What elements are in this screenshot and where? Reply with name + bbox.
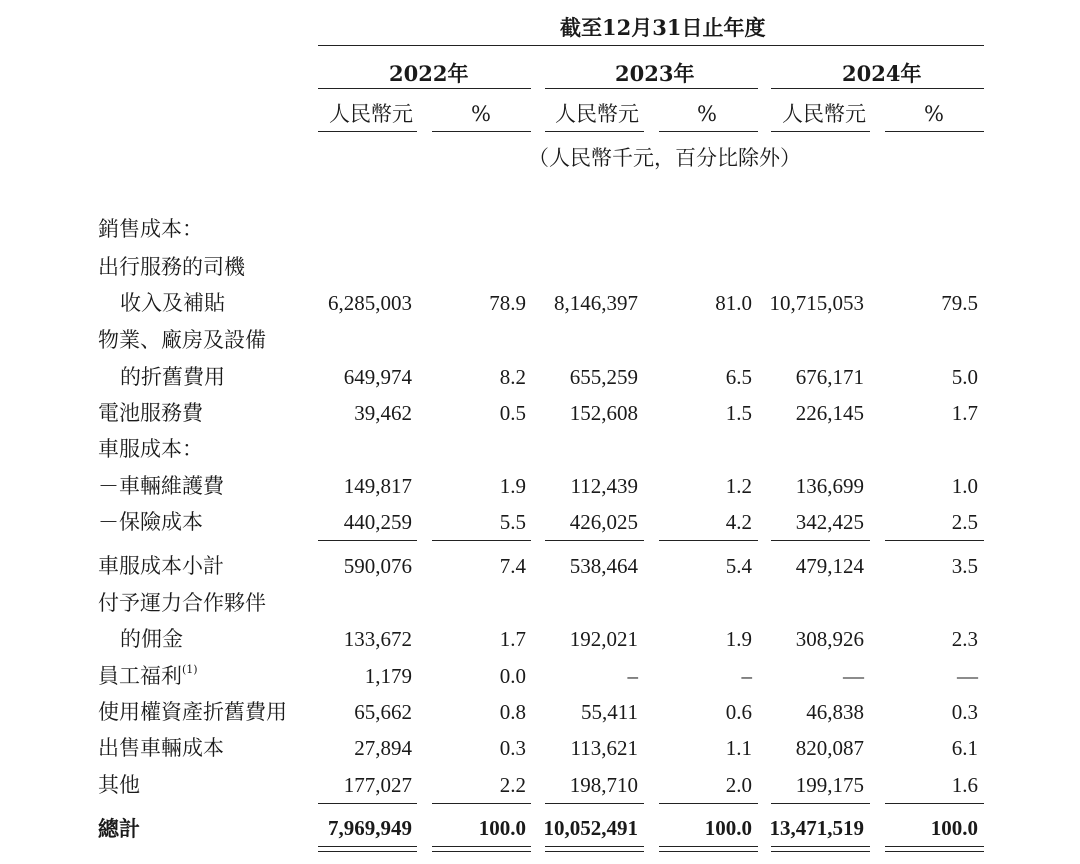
- row-label-ppe-2: 的折舊費用: [120, 365, 225, 389]
- cell-rmb-2023: –: [627, 664, 638, 688]
- subtotal-line-2023-pct: [659, 540, 758, 541]
- cell-pct-2023: 100.0: [704, 816, 752, 840]
- row-label-car-service: 車服成本：: [98, 437, 203, 461]
- cell-rmb-2024: 10,715,053: [769, 291, 864, 315]
- cell-rmb-2022: 6,285,003: [328, 291, 412, 315]
- cell-rmb-2022: 177,027: [343, 773, 412, 797]
- cell-pct-2023: 4.2: [725, 510, 752, 534]
- total-top-line-2023-rmb: [545, 803, 644, 804]
- cell-rmb-2024: —: [843, 664, 864, 688]
- cell-pct-2023: 1.1: [725, 736, 752, 760]
- total-double-line-b-2024-rmb: [771, 851, 870, 852]
- cell-pct-2022: 0.8: [499, 700, 526, 724]
- row-label-driver-income-1: 出行服務的司機: [98, 255, 245, 279]
- year-2022: 2022年: [389, 61, 469, 86]
- cell-pct-2023: 2.0: [725, 773, 752, 797]
- row-label-commission-1: 付予運力合作夥伴: [98, 591, 266, 615]
- cell-rmb-2022: 440,259: [343, 510, 412, 534]
- cell-rmb-2023: 8,146,397: [554, 291, 638, 315]
- period-underline: [318, 45, 984, 46]
- cell-rmb-2023: 152,608: [569, 401, 638, 425]
- row-label-employee-benefits: [98, 663, 198, 688]
- total-top-line-2022-rmb: [318, 803, 417, 804]
- sub-underline-2024-pct: [885, 131, 984, 132]
- cell-rmb-2022: 590,076: [343, 554, 412, 578]
- sub-underline-2023-pct: [659, 131, 758, 132]
- row-label-others: 其他: [98, 773, 140, 797]
- year-underline-2024: [771, 88, 984, 89]
- year-underline-2022: [318, 88, 531, 89]
- cell-rmb-2024: 136,699: [795, 474, 864, 498]
- cell-pct-2022: 7.4: [499, 554, 526, 578]
- sub-underline-2022-rmb: [318, 131, 417, 132]
- total-double-line-a-2023-pct: [659, 846, 758, 847]
- cell-rmb-2024: 342,425: [795, 510, 864, 534]
- cell-rmb-2022: 133,672: [343, 627, 412, 651]
- row-label-car-service-subtotal: 車服成本小計: [98, 554, 224, 578]
- cell-pct-2024: 1.6: [951, 773, 978, 797]
- row-label-commission-2: 的佣金: [120, 627, 183, 651]
- total-double-line-b-2023-rmb: [545, 851, 644, 852]
- subtotal-line-2023-rmb: [545, 540, 644, 541]
- year-2023: 2023年: [615, 61, 695, 86]
- cell-pct-2023: 81.0: [715, 291, 752, 315]
- row-label-total: 總計: [98, 816, 140, 841]
- cell-rmb-2024: 308,926: [795, 627, 864, 651]
- subtotal-line-2024-rmb: [771, 540, 870, 541]
- total-top-line-2022-pct: [432, 803, 531, 804]
- subtotal-line-2022-pct: [432, 540, 531, 541]
- percent-label-2024: %: [924, 102, 944, 126]
- cell-rmb-2022: 39,462: [354, 401, 412, 425]
- total-top-line-2024-pct: [885, 803, 984, 804]
- cell-rmb-2024: 13,471,519: [769, 816, 864, 840]
- total-double-line-b-2023-pct: [659, 851, 758, 852]
- cell-pct-2024: 6.1: [951, 736, 978, 760]
- cell-pct-2022: 0.5: [499, 401, 526, 425]
- subtotal-line-2022-rmb: [318, 540, 417, 541]
- cell-pct-2022: 1.7: [499, 627, 526, 651]
- percent-label-2022: %: [471, 102, 491, 126]
- year-underline-2023: [545, 88, 758, 89]
- cell-pct-2022: 5.5: [499, 510, 526, 534]
- total-double-line-b-2024-pct: [885, 851, 984, 852]
- subtotal-line-2024-pct: [885, 540, 984, 541]
- cell-pct-2023: 6.5: [725, 365, 752, 389]
- cell-pct-2022: 78.9: [489, 291, 526, 315]
- cell-rmb-2022: 27,894: [354, 736, 412, 760]
- row-label-driver-income-2: 收入及補貼: [120, 291, 225, 315]
- cell-rmb-2022: 7,969,949: [328, 816, 412, 840]
- year-2024: 2024年: [842, 61, 922, 86]
- row-label-insurance: －保險成本: [98, 510, 203, 534]
- cell-rmb-2024: 46,838: [806, 700, 864, 724]
- cell-pct-2024: 5.0: [951, 365, 978, 389]
- currency-label-2024: 人民幣元: [782, 102, 866, 126]
- cell-pct-2022: 2.2: [499, 773, 526, 797]
- row-label-employee-benefits-text: 員工福利: [98, 664, 182, 688]
- cell-pct-2024: 79.5: [941, 291, 978, 315]
- cell-rmb-2023: 655,259: [569, 365, 638, 389]
- cell-rmb-2023: 112,439: [570, 474, 638, 498]
- cell-pct-2024: 2.5: [951, 510, 978, 534]
- currency-label-2022: 人民幣元: [329, 102, 413, 126]
- sub-underline-2024-rmb: [771, 131, 870, 132]
- section-title: 銷售成本：: [98, 217, 203, 241]
- total-top-line-2023-pct: [659, 803, 758, 804]
- row-label-vehicle-sale-cost: 出售車輛成本: [98, 736, 224, 760]
- cell-rmb-2024: 226,145: [795, 401, 864, 425]
- total-double-line-b-2022-pct: [432, 851, 531, 852]
- cell-rmb-2024: 676,171: [795, 365, 864, 389]
- cell-pct-2023: 1.5: [725, 401, 752, 425]
- cell-pct-2024: —: [957, 664, 978, 688]
- cell-pct-2024: 100.0: [930, 816, 978, 840]
- cell-pct-2023: –: [741, 664, 752, 688]
- total-double-line-a-2024-pct: [885, 846, 984, 847]
- total-double-line-a-2022-rmb: [318, 846, 417, 847]
- cell-pct-2024: 0.3: [951, 700, 978, 724]
- sub-underline-2023-rmb: [545, 131, 644, 132]
- cell-pct-2024: 1.7: [951, 401, 978, 425]
- cell-pct-2024: 1.0: [951, 474, 978, 498]
- cell-rmb-2023: 55,411: [581, 700, 638, 724]
- cell-rmb-2023: 426,025: [569, 510, 638, 534]
- cell-rmb-2022: 65,662: [354, 700, 412, 724]
- cell-rmb-2023: 198,710: [569, 773, 638, 797]
- cell-pct-2022: 1.9: [499, 474, 526, 498]
- cell-rmb-2023: 113,621: [570, 736, 638, 760]
- cell-rmb-2024: 199,175: [795, 773, 864, 797]
- row-label-battery: 電池服務費: [98, 401, 203, 425]
- cell-pct-2023: 5.4: [725, 554, 752, 578]
- cell-rmb-2023: 10,052,491: [543, 816, 638, 840]
- cell-pct-2023: 1.2: [725, 474, 752, 498]
- cell-pct-2024: 2.3: [951, 627, 978, 651]
- total-double-line-a-2022-pct: [432, 846, 531, 847]
- period-title: 截至12月31日止年度: [560, 15, 766, 40]
- cell-rmb-2024: 479,124: [795, 554, 864, 578]
- cell-rmb-2022: 649,974: [343, 365, 412, 389]
- cell-pct-2022: 8.2: [499, 365, 526, 389]
- cell-rmb-2022: 149,817: [343, 474, 412, 498]
- unit-note: （人民幣千元，百分比除外）: [528, 146, 801, 170]
- total-double-line-b-2022-rmb: [318, 851, 417, 852]
- total-double-line-a-2023-rmb: [545, 846, 644, 847]
- cell-rmb-2023: 538,464: [569, 554, 638, 578]
- row-label-maintenance: －車輛維護費: [98, 474, 224, 498]
- row-label-rou-depreciation: 使用權資產折舊費用: [98, 700, 287, 724]
- row-label-ppe-1: 物業、廠房及設備: [98, 328, 266, 352]
- cell-rmb-2023: 192,021: [569, 627, 638, 651]
- cell-pct-2022: 100.0: [478, 816, 526, 840]
- footnote-marker: (1): [182, 663, 198, 676]
- cell-pct-2022: 0.0: [499, 664, 526, 688]
- cell-rmb-2022: 1,179: [364, 664, 412, 688]
- cell-pct-2022: 0.3: [499, 736, 526, 760]
- currency-label-2023: 人民幣元: [555, 102, 639, 126]
- cell-pct-2023: 1.9: [725, 627, 752, 651]
- total-top-line-2024-rmb: [771, 803, 870, 804]
- cell-pct-2024: 3.5: [951, 554, 978, 578]
- percent-label-2023: %: [697, 102, 717, 126]
- cell-pct-2023: 0.6: [725, 700, 752, 724]
- cell-rmb-2024: 820,087: [795, 736, 864, 760]
- total-double-line-a-2024-rmb: [771, 846, 870, 847]
- sub-underline-2022-pct: [432, 131, 531, 132]
